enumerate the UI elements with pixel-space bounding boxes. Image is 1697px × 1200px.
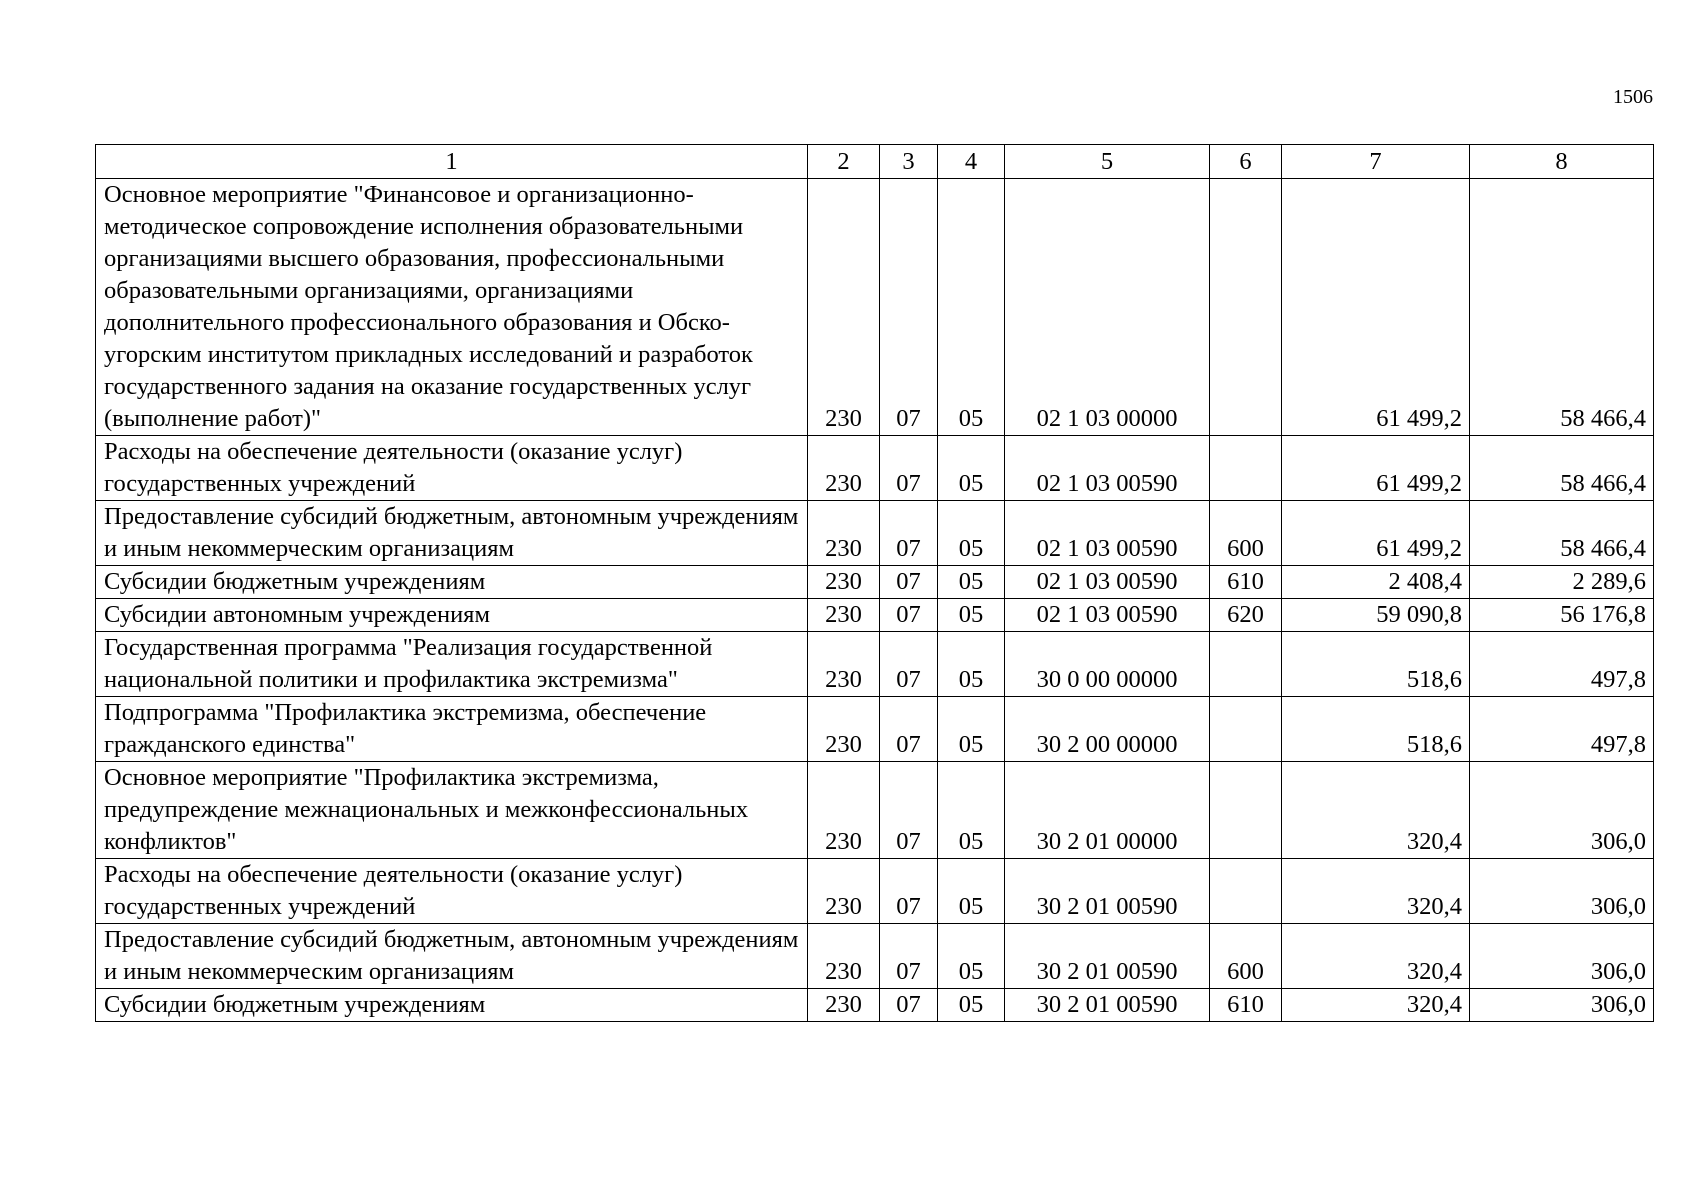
admin-code-cell: 230	[808, 501, 880, 566]
name-cell: Субсидии бюджетным учреждениям	[96, 989, 808, 1022]
admin-code-cell: 230	[808, 989, 880, 1022]
target-article-cell: 30 2 01 00590	[1005, 859, 1210, 924]
target-article-cell: 02 1 03 00590	[1005, 599, 1210, 632]
name-cell: Расходы на обеспечение деятельности (оказание услуг) государственных учреждений	[96, 859, 808, 924]
amount-year2-cell: 306,0	[1470, 924, 1654, 989]
subsection-cell: 05	[938, 179, 1005, 436]
target-article-cell: 02 1 03 00590	[1005, 501, 1210, 566]
amount-year2-cell: 58 466,4	[1470, 501, 1654, 566]
section-cell: 07	[880, 566, 938, 599]
column-header-6: 6	[1210, 145, 1282, 179]
header-row	[96, 145, 1654, 179]
section-cell: 07	[880, 859, 938, 924]
expense-type-cell: 600	[1210, 924, 1282, 989]
amount-year2-cell: 58 466,4	[1470, 436, 1654, 501]
amount-year1-cell: 320,4	[1282, 924, 1470, 989]
target-article-cell: 30 2 01 00590	[1005, 924, 1210, 989]
name-cell: Субсидии бюджетным учреждениям	[96, 566, 808, 599]
table-row	[96, 859, 1654, 924]
page-number: 1506	[1613, 86, 1653, 108]
name-cell: Основное мероприятие "Профилактика экстремизма, предупреждение межнациональных и межконфессиональных конфликтов"	[96, 762, 808, 859]
amount-year1-cell: 2 408,4	[1282, 566, 1470, 599]
target-article-cell: 30 2 00 00000	[1005, 697, 1210, 762]
target-article-cell: 30 2 01 00000	[1005, 762, 1210, 859]
subsection-cell: 05	[938, 632, 1005, 697]
name-cell: Расходы на обеспечение деятельности (оказание услуг) государственных учреждений	[96, 436, 808, 501]
subsection-cell: 05	[938, 697, 1005, 762]
section-cell: 07	[880, 436, 938, 501]
table-row	[96, 697, 1654, 762]
subsection-cell: 05	[938, 566, 1005, 599]
section-cell: 07	[880, 697, 938, 762]
admin-code-cell: 230	[808, 436, 880, 501]
expense-type-cell: 610	[1210, 989, 1282, 1022]
name-cell: Субсидии автономным учреждениям	[96, 599, 808, 632]
section-cell: 07	[880, 989, 938, 1022]
section-cell: 07	[880, 179, 938, 436]
target-article-cell: 30 2 01 00590	[1005, 989, 1210, 1022]
subsection-cell: 05	[938, 762, 1005, 859]
amount-year2-cell: 497,8	[1470, 632, 1654, 697]
amount-year1-cell: 61 499,2	[1282, 501, 1470, 566]
table-row	[96, 436, 1654, 501]
table-row	[96, 632, 1654, 697]
name-cell: Основное мероприятие "Финансовое и организационно-методическое сопровождение исполнения образовательными организациями высшего образования, профессиональными образовательными организациями, организациями дополнительного профессионального образования и Обско-угорским институтом прикладных исследований и разработок государственного задания на оказание государственных услуг (выполнение работ)"	[96, 179, 808, 436]
column-header-2: 2	[808, 145, 880, 179]
table-body	[96, 179, 1654, 1022]
name-cell: Предоставление субсидий бюджетным, автономным учреждениям и иным некоммерческим организациям	[96, 501, 808, 566]
admin-code-cell: 230	[808, 924, 880, 989]
section-cell: 07	[880, 762, 938, 859]
name-cell: Подпрограмма "Профилактика экстремизма, обеспечение гражданского единства"	[96, 697, 808, 762]
table-row	[96, 179, 1654, 436]
expense-type-cell	[1210, 697, 1282, 762]
column-header-7: 7	[1282, 145, 1470, 179]
expense-type-cell	[1210, 859, 1282, 924]
expense-type-cell	[1210, 632, 1282, 697]
amount-year1-cell: 518,6	[1282, 632, 1470, 697]
expense-type-cell: 620	[1210, 599, 1282, 632]
subsection-cell: 05	[938, 989, 1005, 1022]
table-row	[96, 501, 1654, 566]
subsection-cell: 05	[938, 599, 1005, 632]
target-article-cell: 30 0 00 00000	[1005, 632, 1210, 697]
column-header-4: 4	[938, 145, 1005, 179]
column-header-1: 1	[96, 145, 808, 179]
section-cell: 07	[880, 924, 938, 989]
amount-year1-cell: 61 499,2	[1282, 436, 1470, 501]
subsection-cell: 05	[938, 501, 1005, 566]
column-header-8: 8	[1470, 145, 1654, 179]
amount-year2-cell: 58 466,4	[1470, 179, 1654, 436]
admin-code-cell: 230	[808, 762, 880, 859]
target-article-cell: 02 1 03 00000	[1005, 179, 1210, 436]
budget-table	[95, 144, 1654, 1022]
admin-code-cell: 230	[808, 859, 880, 924]
admin-code-cell: 230	[808, 179, 880, 436]
name-cell: Государственная программа "Реализация государственной национальной политики и профилактика экстремизма"	[96, 632, 808, 697]
table-row	[96, 762, 1654, 859]
admin-code-cell: 230	[808, 566, 880, 599]
amount-year1-cell: 320,4	[1282, 762, 1470, 859]
section-cell: 07	[880, 599, 938, 632]
section-cell: 07	[880, 632, 938, 697]
amount-year2-cell: 306,0	[1470, 989, 1654, 1022]
amount-year1-cell: 518,6	[1282, 697, 1470, 762]
amount-year1-cell: 320,4	[1282, 859, 1470, 924]
table-row	[96, 924, 1654, 989]
table-row	[96, 599, 1654, 632]
section-cell: 07	[880, 501, 938, 566]
table-row	[96, 989, 1654, 1022]
target-article-cell: 02 1 03 00590	[1005, 436, 1210, 501]
subsection-cell: 05	[938, 859, 1005, 924]
name-cell: Предоставление субсидий бюджетным, автономным учреждениям и иным некоммерческим организациям	[96, 924, 808, 989]
amount-year2-cell: 2 289,6	[1470, 566, 1654, 599]
subsection-cell: 05	[938, 436, 1005, 501]
amount-year2-cell: 306,0	[1470, 762, 1654, 859]
expense-type-cell	[1210, 762, 1282, 859]
expense-type-cell: 600	[1210, 501, 1282, 566]
column-header-5: 5	[1005, 145, 1210, 179]
expense-type-cell	[1210, 179, 1282, 436]
amount-year1-cell: 59 090,8	[1282, 599, 1470, 632]
admin-code-cell: 230	[808, 599, 880, 632]
amount-year1-cell: 320,4	[1282, 989, 1470, 1022]
table-row	[96, 566, 1654, 599]
admin-code-cell: 230	[808, 632, 880, 697]
expense-type-cell	[1210, 436, 1282, 501]
amount-year1-cell: 61 499,2	[1282, 179, 1470, 436]
column-header-3: 3	[880, 145, 938, 179]
amount-year2-cell: 306,0	[1470, 859, 1654, 924]
target-article-cell: 02 1 03 00590	[1005, 566, 1210, 599]
admin-code-cell: 230	[808, 697, 880, 762]
amount-year2-cell: 56 176,8	[1470, 599, 1654, 632]
amount-year2-cell: 497,8	[1470, 697, 1654, 762]
subsection-cell: 05	[938, 924, 1005, 989]
expense-type-cell: 610	[1210, 566, 1282, 599]
